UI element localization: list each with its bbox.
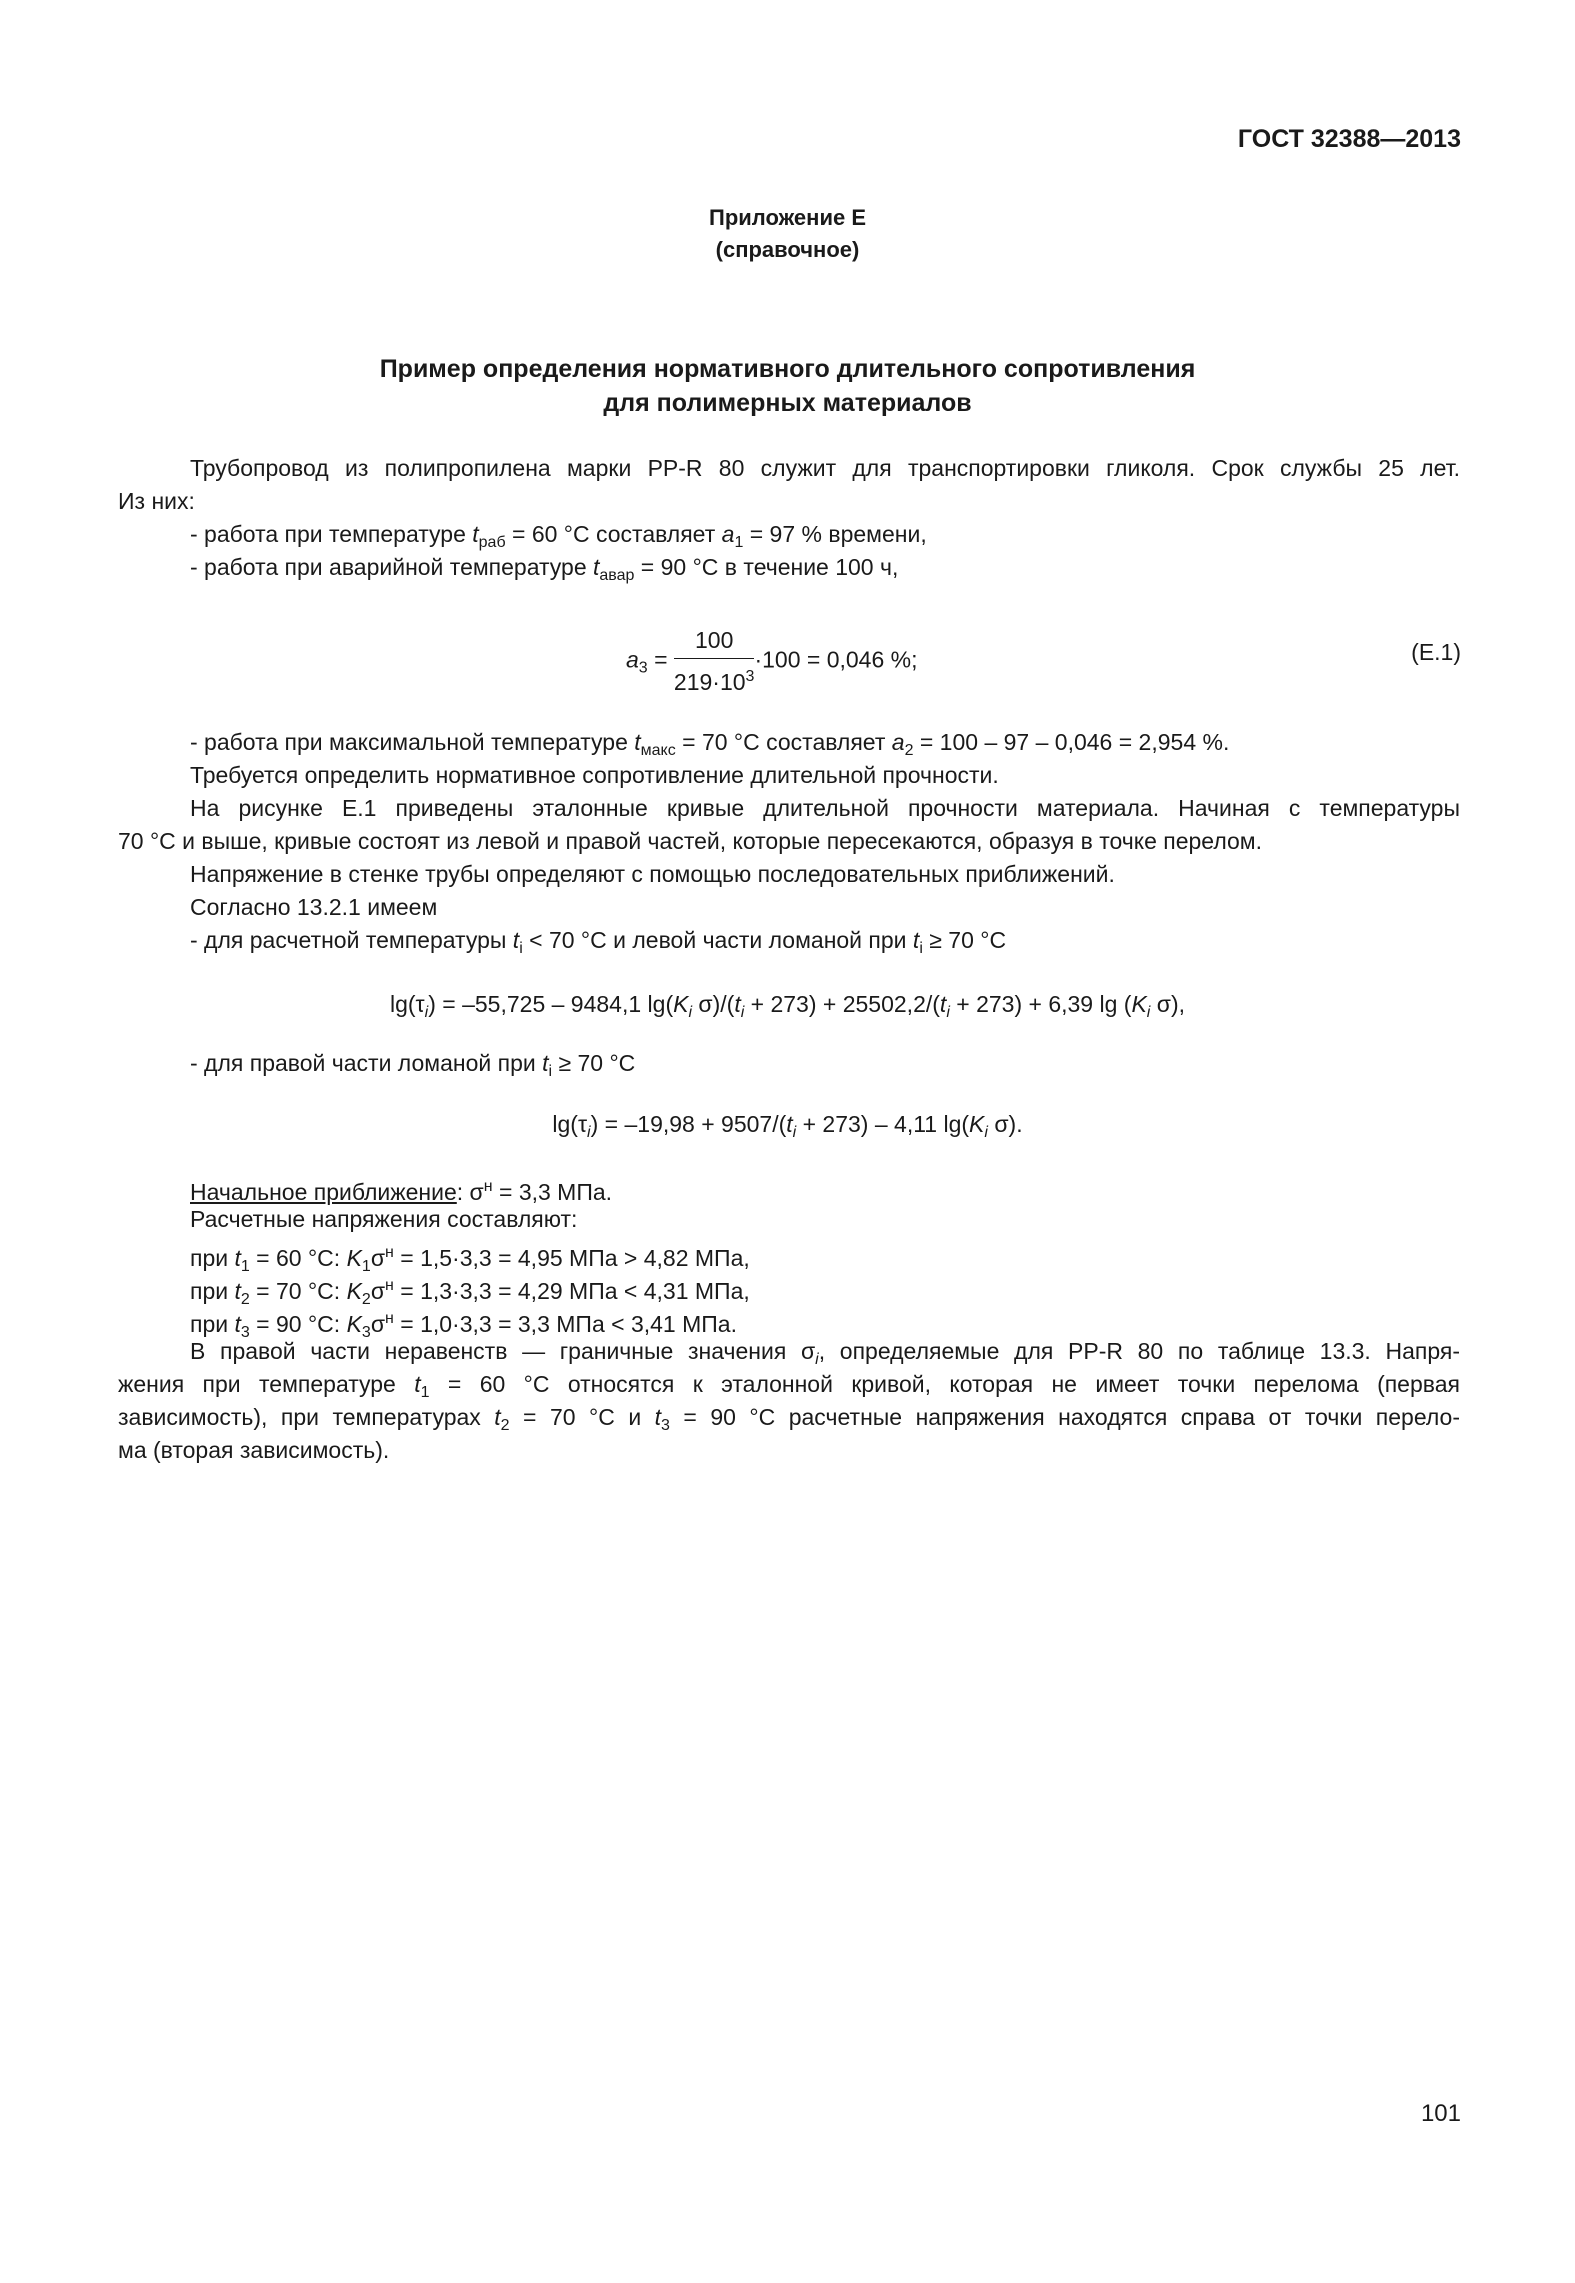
annex-heading xyxy=(0,202,1575,266)
bullet-operating-temp: - работа при температуре $t_{раб} = 60$ °С составляет $a_1 = 97$ % времени, xyxy=(190,521,927,551)
standard-code: ГОСТ 32388—2013 xyxy=(1237,125,1461,153)
equation-right-branch: $\lg(\tau_i) = -19,98 + 9507/(t_i + 273) - 4,11$ $\lg(K_i$ σ). xyxy=(552,1111,1023,1141)
paragraph-final-line4: ма (вторая зависимость). xyxy=(118,1437,390,1463)
paragraph-figure-line1: На рисунке Е.1 приведены эталонные кривые длительной прочности материала. Начиная с температуры xyxy=(190,795,1460,821)
paragraph-calc-stresses: Расчетные напряжения составляют: xyxy=(190,1206,578,1232)
paragraph-final-line2: жения при температуре $t_1 = 60$ °С относятся к эталонной кривой, которая не имеет точки перелома (первая xyxy=(118,1371,1460,1401)
paragraph-stress: Напряжение в стенке трубы определяют с помощью последовательных приближений. xyxy=(190,861,1115,887)
calc-line-t2: при $t_2 = 70$ °С: $K_2\sigma^н = 1,3\cdot 3,3 = 4,29$ МПа < 4,31 МПа, xyxy=(190,1277,750,1308)
bullet-emergency-temp: - работа при аварийной температуре $t_{авар} = 90$ °С в течение 100 ч, xyxy=(190,554,899,584)
annex-title: Приложение Е xyxy=(709,205,866,230)
bullet-right-part: - для правой части ломаной при $t_i \ge 70$ °С xyxy=(190,1050,636,1080)
paragraph-requirement: Требуется определить нормативное сопротивление длительной прочности. xyxy=(190,762,999,788)
calc-line-t1: при $t_1 = 60$ °С: $K_1\sigma^н = 1,5\cdot 3,3 = 4,95$ МПа > 4,82 МПа, xyxy=(190,1244,750,1275)
equation-e1: $a_3$ = $\frac{100}{219\cdot 10^3}$ ·100 = 0,046 %; xyxy=(626,624,918,699)
bullet-left-part: - для расчетной температуры $t_i < 70$ °С и левой части ломаной при $t_i \ge 70$ °С xyxy=(190,927,1007,957)
paragraph-initial-approx: Начальное приближение: $\sigma^н = 3,3$ МПа. xyxy=(190,1178,613,1205)
equation-e1-fraction: $\frac{100}{219\cdot 10^3}$ xyxy=(674,624,755,699)
calc-line-t3: при $t_3 = 90$ °С: $K_3\sigma^н = 1,0\cdot 3,3 = 3,3$ МПа < 3,41 МПа. xyxy=(190,1310,737,1341)
paragraph-final-line3: зависимость), при температурах $t_2 = 70$ °С и $t_3 = 90$ °С расчетные напряжения находятся справа от точки перело- xyxy=(118,1404,1460,1434)
section-title-line1: Пример определения нормативного длительного сопротивления xyxy=(379,355,1196,383)
equation-left-branch: $\lg(\tau_i) = -55,725 - 9484,1$ $\lg(K_i$ $\sigma)/(t_i + 273) + 25502,2/(t_i + 273) + 6,39$ $\lg (K_i$ σ), xyxy=(390,991,1185,1021)
equation-e1-label: (Е.1) xyxy=(1411,639,1461,665)
paragraph-intro-line2: Из них: xyxy=(118,488,195,514)
annex-type: (справочное) xyxy=(715,237,860,262)
section-title xyxy=(0,352,1575,420)
bullet-max-temp: - работа при максимальной температуре $t_{макс} = 70$ °С составляет $a_2 = 100 - 97 - 0,046 = 2,954$ %. xyxy=(190,729,1230,759)
paragraph-figure-line2: 70 °С и выше, кривые состоят из левой и правой частей, которые пересекаются, образуя в точке перелом. xyxy=(118,828,1263,854)
page-number: 101 xyxy=(1420,2100,1461,2127)
paragraph-according: Согласно 13.2.1 имеем xyxy=(190,894,438,920)
paragraph-final-line1: В правой части неравенств — граничные значения $\sigma_i$, определяемые для PP-R 80 по таблице 13.3. Напря- xyxy=(190,1338,1461,1368)
section-title-line2: для полимерных материалов xyxy=(603,389,972,417)
paragraph-intro-line1: Трубопровод из полипропилена марки PP-R 80 служит для транспортировки гликоля. Срок службы 25 лет. xyxy=(190,455,1460,481)
